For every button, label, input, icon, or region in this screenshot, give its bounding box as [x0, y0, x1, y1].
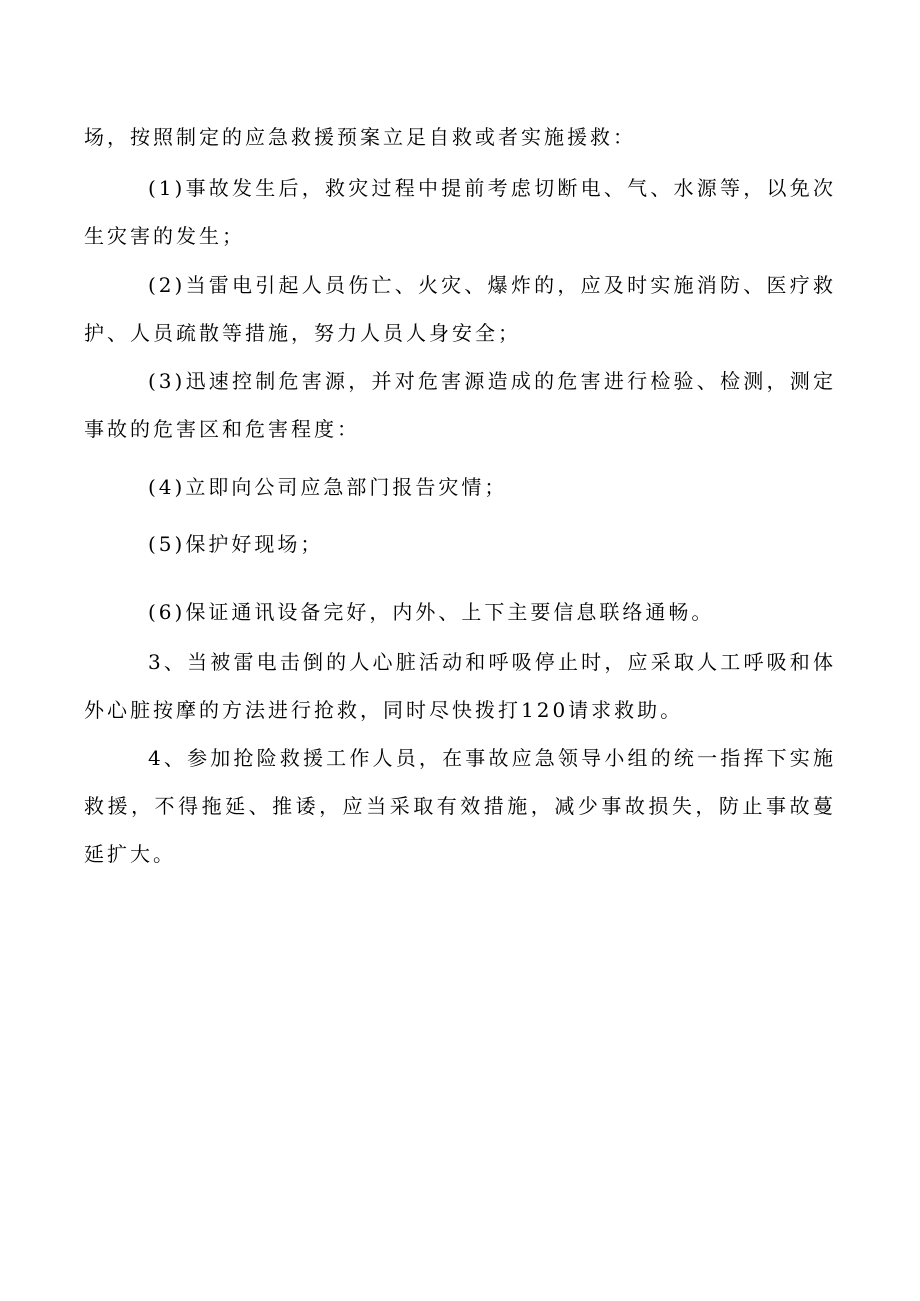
paragraph-item-2: (2)当雷电引起人员伤亡、火灾、爆炸的，应及时实施消防、医疗救护、人员疏散等措施，努力人员人身安全；: [84, 273, 836, 345]
paragraph-item-3: (3)迅速控制危害源，并对危害源造成的危害进行检验、检测，测定事故的危害区和危害程度：: [84, 369, 836, 441]
paragraph-item-4: (4)立即向公司应急部门报告灾情；: [148, 475, 508, 499]
paragraph-item-6: (6)保证通讯设备完好，内外、上下主要信息联络通畅。: [148, 600, 715, 624]
paragraph-section-4: 4、参加抢险救援工作人员，在事故应急领导小组的统一指挥下实施救援，不得拖延、推诿，应当采取有效措施，减少事故损失，防止事故蔓延扩大。: [84, 746, 836, 866]
paragraph-item-5: (5)保护好现场；: [148, 532, 324, 556]
paragraph-item-1: (1)事故发生后，救灾过程中提前考虑切断电、气、水源等，以免次生灾害的发生；: [84, 176, 836, 248]
paragraph-section-3: 3、当被雷电击倒的人心脏活动和呼吸停止时，应采取人工呼吸和体外心脏按摩的方法进行抢救，同时尽快拨打120请求救助。: [84, 650, 836, 722]
paragraph-intro: 场，按照制定的应急救援预案立足自救或者实施援救：: [84, 125, 636, 149]
